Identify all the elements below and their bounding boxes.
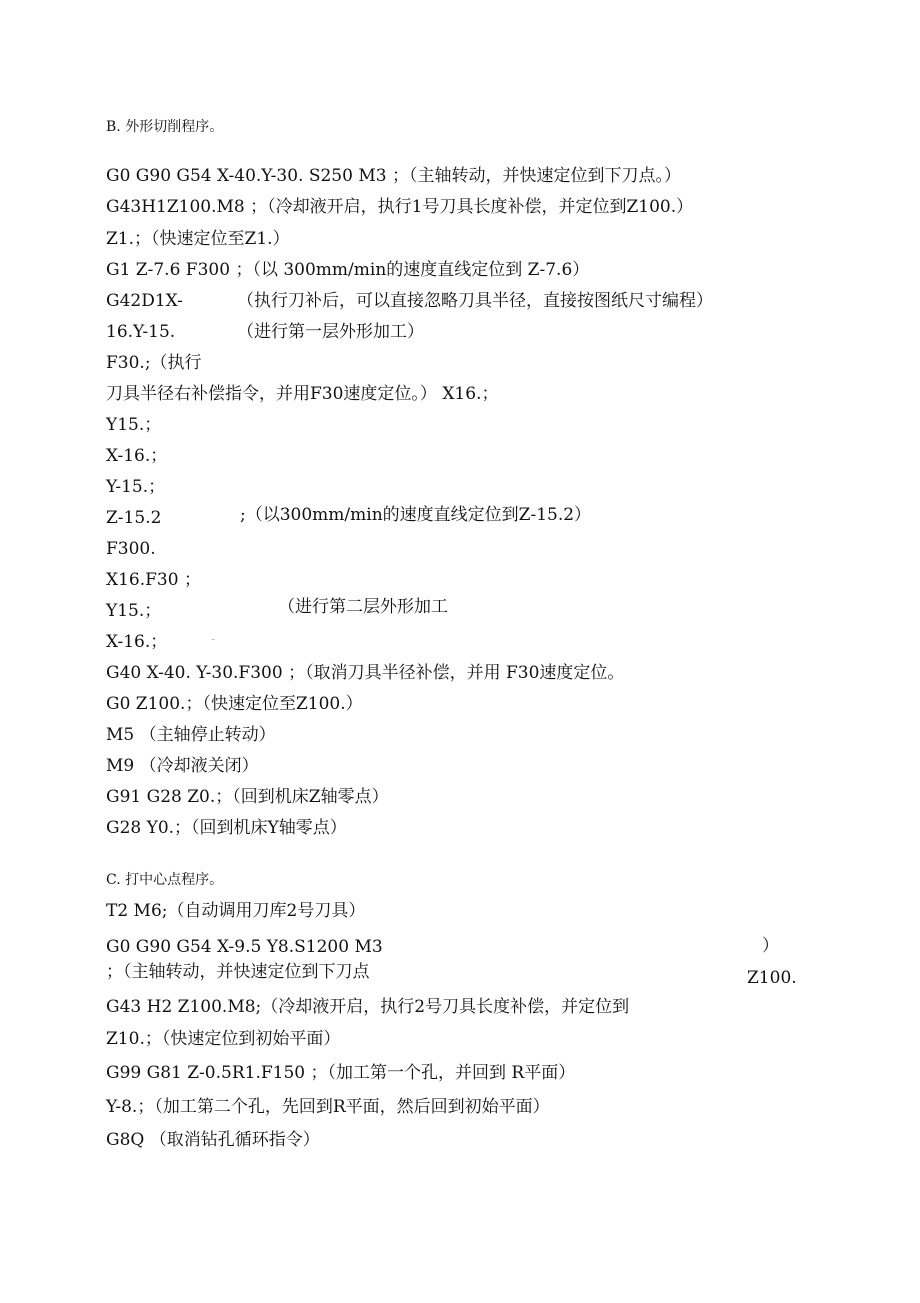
code-comment: ;（以300mm/min的速度直线定位到Z-15.2） [240,505,592,525]
code-line: G0 G90 G54 X-40.Y-30. S250 M3 ；（主轴转动，并快速定位到下刀点。） [106,166,681,186]
section-c-heading: C. 打中心点程序。 [106,872,224,888]
code-line: T2 M6;（自动调用刀库2号刀具） [106,901,366,921]
code-line: Y-15.； [106,477,166,497]
code-line: M9 （冷却液关闭） [106,756,259,776]
code-line: G40 X-40. Y-30.F300 ；（取消刀具半径补偿，并用 F30速度定位。 [106,663,625,683]
code-line: 刀具半径右补偿指令，并用F30速度定位。） X16.； [106,384,499,404]
code-line: Y-8.；（加工第二个孔，先回到R平面，然后回到初始平面） [106,1097,550,1117]
code-comment: （进行第一层外形加工） [237,322,424,342]
code-line: G43 H2 Z100.M8;（冷却液开启，执行2号刀具长度补偿，并定位到 [106,997,630,1017]
code-line: Z10.；（快速定位到初始平面） [106,1029,341,1049]
code-fragment: Z100. [747,968,797,988]
code-comment: ；（主轴转动，并快速定位到下刀点 [106,962,370,982]
code-line: G91 G28 Z0.；（回到机床Z轴零点） [106,787,389,807]
code-line: G42D1X- [106,291,183,311]
code-line: Z1.；（快速定位至Z1.） [106,229,290,249]
code-line: G1 Z-7.6 F300 ；（以 300mm/min的速度直线定位到 Z-7.6） [106,260,590,280]
code-line: G99 G81 Z-0.5R1.F150 ；（加工第一个孔，并回到 R平面） [106,1063,576,1083]
stray-mark: - [211,632,216,646]
code-line: Y15.； [106,415,162,435]
code-line: G0 Z100.；（快速定位至Z100.） [106,694,363,714]
code-line: X-16.； [106,446,168,466]
code-line: X-16.； [106,632,168,652]
code-line: F30.;（执行 [106,353,202,373]
code-line: G28 Y0.；（回到机床Y轴零点） [106,818,347,838]
code-line: G43H1Z100.M8 ；（冷却液开启，执行1号刀具长度补偿，并定位到Z100.） [106,197,694,217]
code-fragment: ） [762,936,779,956]
section-b-heading: B. 外形切削程序。 [106,119,224,135]
code-line: F300. [106,539,156,559]
code-comment: （进行第二层外形加工 [278,597,448,617]
code-line: 16.Y-15. [106,322,176,342]
code-line: M5 （主轴停止转动） [106,725,276,745]
code-line: Y15.； [106,601,162,621]
code-line: Z-15.2 [106,508,162,528]
code-comment: （执行刀补后，可以直接忽略刀具半径，直接按图纸尺寸编程） [237,291,713,311]
code-line: X16.F30 ； [106,570,201,590]
code-line: G0 G90 G54 X-9.5 Y8.S1200 M3 [106,937,383,957]
code-line: G8Q （取消钻孔循环指令） [106,1130,320,1150]
